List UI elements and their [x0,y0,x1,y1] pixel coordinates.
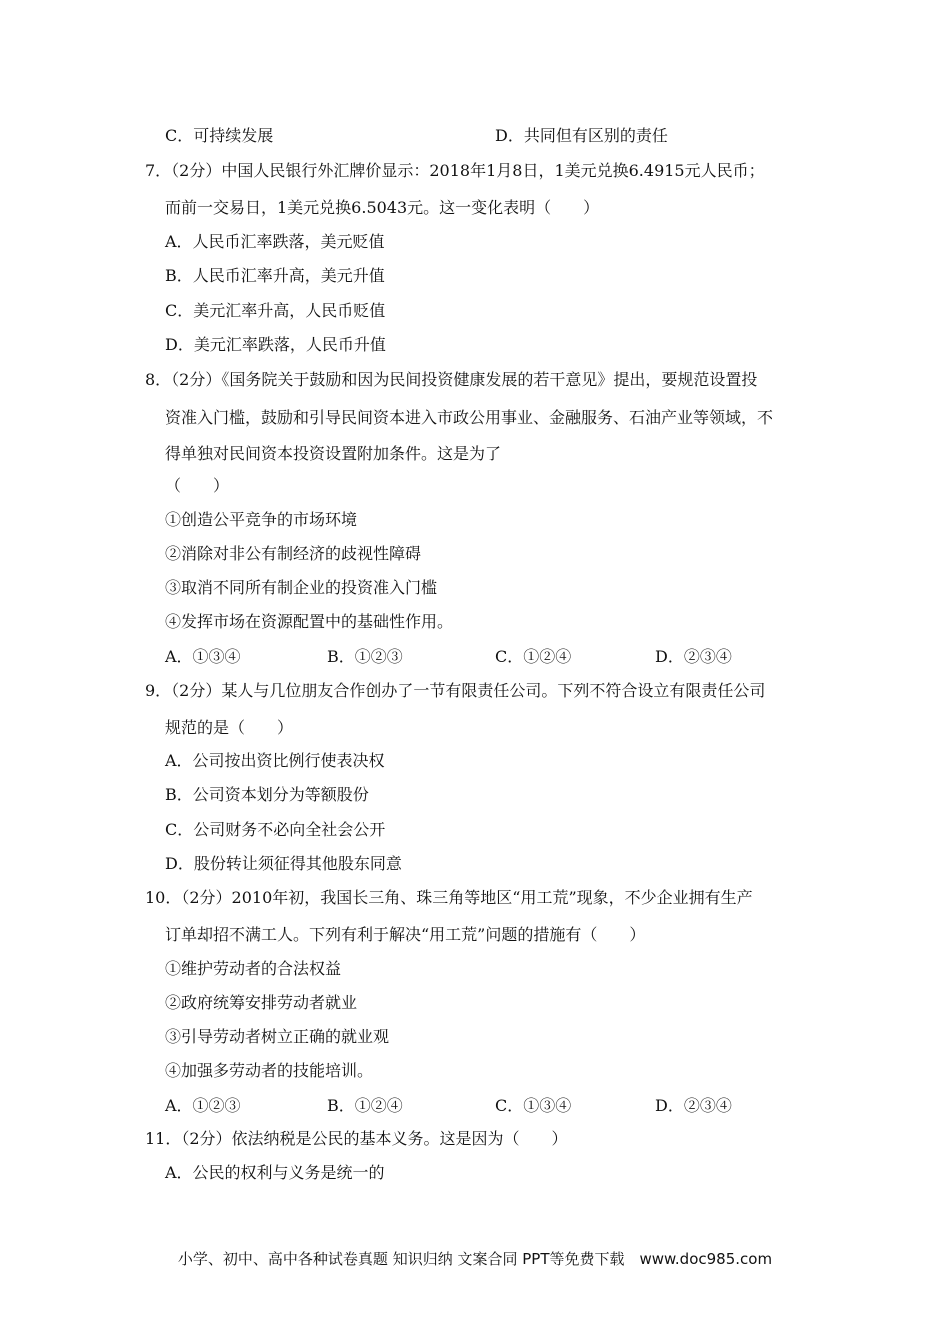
q10-item-3: ③引导劳动者树立正确的就业观 [165,1027,390,1046]
q10-option-d: D．②③④ [655,1096,732,1115]
q7-option-c: C．美元汇率升高，人民币贬值 [165,301,386,320]
q9-option-b: B．公司资本划分为等额股份 [165,785,369,804]
q8-item-1: ①创造公平竞争的市场环境 [165,510,358,529]
q9-stem-line2: 规范的是（ ） [165,718,294,737]
q10-item-1: ①维护劳动者的合法权益 [165,959,342,978]
q8-item-2: ②消除对非公有制经济的歧视性障碍 [165,544,422,563]
q9-stem-line1: 9．（2分）某人与几位朋友合作创办了一节有限责任公司。下列不符合设立有限责任公司 [145,681,766,700]
q8-option-c: C．①②④ [495,647,572,666]
q10-item-4: ④加强多劳动者的技能培训。 [165,1061,374,1080]
q10-option-a: A．①②③ [165,1096,241,1115]
q10-option-c: C．①③④ [495,1096,572,1115]
q7-stem-line2: 而前一交易日，1美元兑换6.5043元。这一变化表明（ ） [165,198,600,217]
q8-stem-line2: 资准入门槛，鼓励和引导民间资本进入市政公用事业、金融服务、石油产业等领域，不 [165,408,774,427]
q8-option-d: D．②③④ [655,647,732,666]
q7-option-a: A．人民币汇率跌落，美元贬值 [165,232,385,251]
q11-stem-line1: 11．（2分）依法纳税是公民的基本义务。这是因为（ ） [145,1129,568,1148]
q9-option-c: C．公司财务不必向全社会公开 [165,820,386,839]
q6-option-c: C．可持续发展 [165,126,274,145]
q6-option-d: D．共同但有区别的责任 [495,126,668,145]
q10-item-2: ②政府统筹安排劳动者就业 [165,993,358,1012]
q10-stem-line1: 10．（2分）2010年初，我国长三角、珠三角等地区“用工荒”现象，不少企业拥有生产 [145,888,753,907]
q7-option-b: B．人民币汇率升高，美元升值 [165,266,385,285]
q8-item-3: ③取消不同所有制企业的投资准入门槛 [165,578,438,597]
q9-option-a: A．公司按出资比例行使表决权 [165,751,385,770]
q9-option-d: D．股份转让须征得其他股东同意 [165,854,402,873]
q8-option-a: A．①③④ [165,647,241,666]
q11-option-a: A．公民的权利与义务是统一的 [165,1163,385,1182]
q8-item-4: ④发挥市场在资源配置中的基础性作用。 [165,612,454,631]
q8-stem-line3: 得单独对民间资本投资设置附加条件。这是为了 [165,444,502,463]
q7-stem-line1: 7．（2分）中国人民银行外汇牌价显示：2018年1月8日，1美元兑换6.4915元人民币； [145,161,765,180]
q8-option-b: B．①②③ [327,647,403,666]
page-footer: 小学、初中、高中各种试卷真题 知识归纳 文案合同 PPT等免费下载 www.doc985.com [177,1250,773,1268]
q10-option-b: B．①②④ [327,1096,403,1115]
q7-option-d: D．美元汇率跌落，人民币升值 [165,335,386,354]
q8-stem-line1: 8．（2分）《国务院关于鼓励和因为民间投资健康发展的若干意见》提出，要规范设置投 [145,370,758,389]
q8-answer-paren: （ ） [165,476,230,495]
q10-stem-line2: 订单却招不满工人。下列有利于解决“用工荒”问题的措施有（ ） [165,925,646,944]
